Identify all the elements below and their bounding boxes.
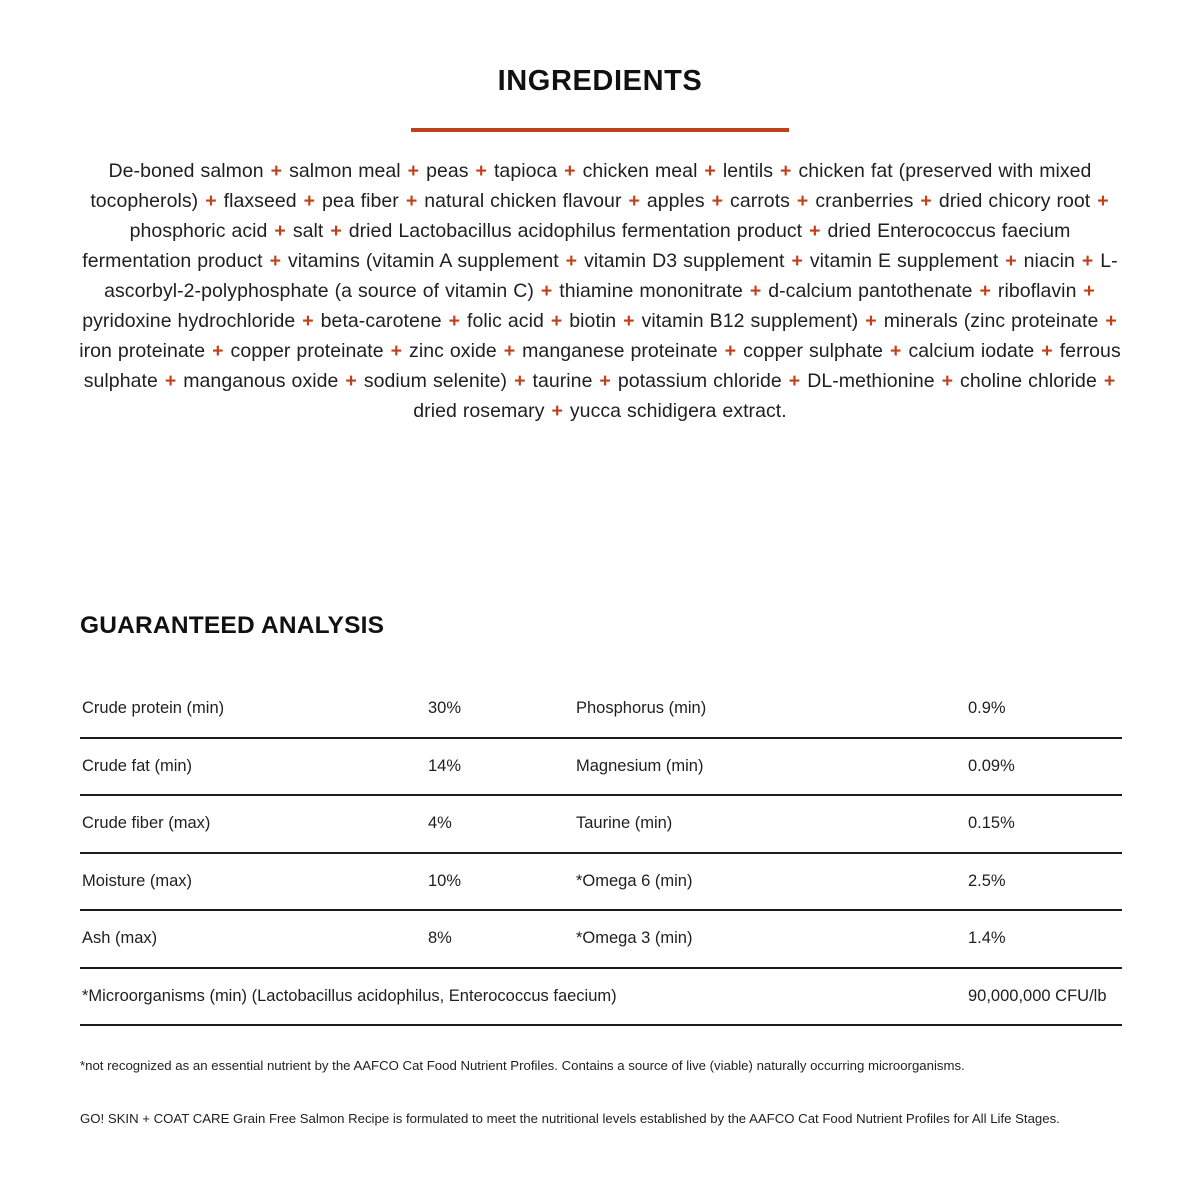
ingredient-item: yucca schidigera extract. [569,399,787,422]
plus-separator-icon: + [558,159,582,182]
ingredient-item: vitamins (vitamin A supplement [288,249,559,272]
ingredient-item: copper proteinate [230,339,384,362]
ingredient-item: beta-carotene [320,309,442,332]
ingredient-item: chicken meal [582,159,698,182]
ingredients-list [74,156,1126,426]
ingredient-item: calcium iodate [908,339,1035,362]
plus-separator-icon: + [622,189,646,212]
nutrient-label-left: Ash (max) [80,910,428,968]
plus-separator-icon: + [999,249,1023,272]
nutrient-value-left: 8% [428,910,568,968]
plus-separator-icon: + [914,189,938,212]
guaranteed-analysis-section [0,612,1200,1129]
plus-separator-icon: + [559,249,584,272]
ingredient-item: carrots [730,189,790,212]
table-row [80,795,1122,853]
plus-separator-icon: + [705,189,730,212]
plus-separator-icon: + [859,309,883,332]
ingredient-item: niacin [1023,249,1075,272]
plus-separator-icon: + [1077,279,1095,302]
ingredient-item: dried rosemary [413,399,545,422]
plus-separator-icon: + [508,369,532,392]
plus-separator-icon: + [534,279,559,302]
ingredient-item: dried chicory root [938,189,1091,212]
plus-separator-icon: + [1099,309,1117,332]
ingredient-item: cranberries [815,189,914,212]
ingredients-section [0,0,1200,426]
analysis-footnote: *not recognized as an essential nutrient by the AAFCO Cat Food Nutrient Profiles. Contains a source of live (viable) naturally occurring microorganisms. [80,1058,965,1073]
table-row [80,680,1122,738]
nutrient-label-right: *Omega 6 (min) [568,853,968,911]
ingredient-item: vitamin E supplement [809,249,999,272]
ingredient-item: vitamin D3 supplement [584,249,785,272]
plus-separator-icon: + [324,219,348,242]
ingredient-item: potassium chloride [617,369,782,392]
plus-separator-icon: + [1035,339,1059,362]
nutrient-label-right: Phosphorus (min) [568,680,968,738]
nutrient-value-right: 0.9% [968,680,1122,738]
ingredient-item: choline chloride [960,369,1097,392]
ingredient-item: copper sulphate [743,339,884,362]
plus-separator-icon: + [718,339,743,362]
ingredient-item: iron proteinate [79,339,206,362]
plus-separator-icon: + [935,369,960,392]
plus-separator-icon: + [442,309,467,332]
plus-separator-icon: + [698,159,722,182]
nutrient-label-right: Magnesium (min) [568,738,968,796]
nutrient-label-left: Moisture (max) [80,853,428,911]
plus-separator-icon: + [199,189,223,212]
ingredient-item: salmon meal [289,159,401,182]
plus-separator-icon: + [544,309,569,332]
guaranteed-analysis-table [80,680,1122,1026]
ingredient-item: apples [646,189,705,212]
plus-separator-icon: + [158,369,183,392]
microorganisms-value: 90,000,000 CFU/lb [968,968,1122,1026]
nutrient-value-right: 0.15% [968,795,1122,853]
plus-separator-icon: + [782,369,807,392]
table-row [80,853,1122,911]
ingredient-item: pyridoxine hydrochloride [82,309,296,332]
plus-separator-icon: + [469,159,493,182]
ingredient-item: chicken fat (preserved with mixed tocopherols) [90,159,1092,212]
nutrient-label-left: Crude fat (min) [80,738,428,796]
ingredient-item: manganese proteinate [522,339,718,362]
ingredient-item: salt [292,219,324,242]
plus-separator-icon: + [803,219,827,242]
ingredient-item: tapioca [493,159,558,182]
ingredient-item: DL-methionine [807,369,935,392]
ingredient-item: dried Enterococcus faecium fermentation product [82,219,1071,272]
plus-separator-icon: + [206,339,230,362]
ingredient-item: vitamin B12 supplement) [641,309,859,332]
ingredient-item: L-ascorbyl-2-polyphosphate (a source of vitamin C) [104,249,1118,302]
ingredient-item: d-calcium pantothenate [768,279,973,302]
plus-separator-icon: + [263,249,287,272]
plus-separator-icon: + [973,279,997,302]
nutrient-value-left: 14% [428,738,568,796]
plus-separator-icon: + [545,399,569,422]
ingredient-item: peas [426,159,469,182]
nutrient-value-right: 2.5% [968,853,1122,911]
nutrient-label-left: Crude fiber (max) [80,795,428,853]
nutrient-value-left: 4% [428,795,568,853]
plus-separator-icon: + [296,309,320,332]
plus-separator-icon: + [401,159,426,182]
ingredient-item: dried Lactobacillus acidophilus fermentation product [348,219,803,242]
plus-separator-icon: + [1097,369,1116,392]
guaranteed-analysis-heading: GUARANTEED ANALYSIS [80,612,385,639]
ingredient-item: riboflavin [997,279,1077,302]
nutrient-value-left: 10% [428,853,568,911]
nutrient-label-right: *Omega 3 (min) [568,910,968,968]
plus-separator-icon: + [1075,249,1100,272]
plus-separator-icon: + [617,309,641,332]
ingredient-item: thiamine mononitrate [559,279,743,302]
ingredient-item: De-boned salmon [108,159,264,182]
plus-separator-icon: + [790,189,815,212]
ingredient-item: pea fiber [322,189,399,212]
microorganisms-label: *Microorganisms (min) (Lactobacillus acidophilus, Enterococcus faecium) [80,968,968,1026]
table-row [80,738,1122,796]
ingredient-item: natural chicken flavour [424,189,622,212]
plus-separator-icon: + [1091,189,1109,212]
nutrient-label-left: Crude protein (min) [80,680,428,738]
ingredient-item: manganous oxide [183,369,339,392]
plus-separator-icon: + [268,219,292,242]
nutrient-value-left: 30% [428,680,568,738]
aafco-statement: GO! SKIN + COAT CARE Grain Free Salmon Recipe is formulated to meet the nutritional levels established by the AAFCO Cat Food Nutrient Profiles for All Life Stages. [80,1111,1060,1126]
ingredient-item: taurine [532,369,593,392]
ingredient-item: minerals (zinc proteinate [883,309,1099,332]
plus-separator-icon: + [785,249,809,272]
plus-separator-icon: + [593,369,617,392]
ingredient-item: biotin [569,309,617,332]
title-underline-rule [411,128,789,132]
ingredient-item: ferrous sulphate [83,339,1121,392]
plus-separator-icon: + [774,159,798,182]
ingredient-item: folic acid [467,309,544,332]
plus-separator-icon: + [743,279,768,302]
ingredients-heading: INGREDIENTS [497,65,703,97]
ingredient-item: flaxseed [223,189,297,212]
ingredient-item: phosphoric acid [129,219,268,242]
plus-separator-icon: + [297,189,322,212]
plus-separator-icon: + [497,339,522,362]
plus-separator-icon: + [384,339,409,362]
ingredient-item: lentils [722,159,774,182]
nutrient-value-right: 0.09% [968,738,1122,796]
nutrient-value-right: 1.4% [968,910,1122,968]
plus-separator-icon: + [884,339,908,362]
table-row [80,910,1122,968]
plus-separator-icon: + [339,369,363,392]
plus-separator-icon: + [399,189,424,212]
plus-separator-icon: + [264,159,289,182]
nutrient-label-right: Taurine (min) [568,795,968,853]
ingredient-item: zinc oxide [409,339,497,362]
table-row-microorganisms [80,968,1122,1026]
ingredient-item: sodium selenite) [363,369,508,392]
